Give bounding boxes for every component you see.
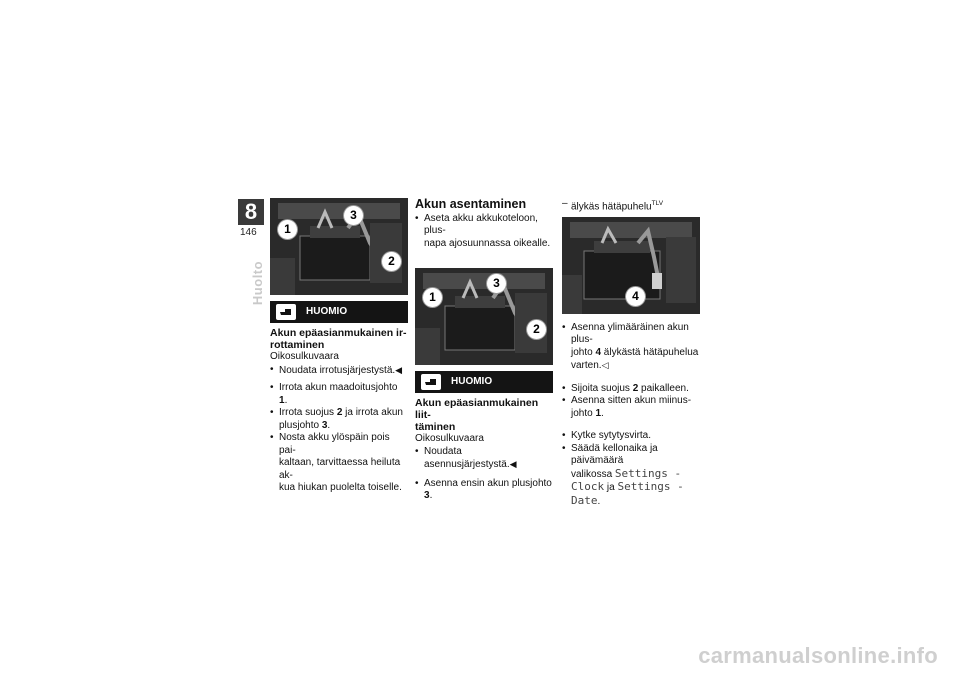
- step-c: • Asenna sitten akun miinus- johto 1.: [562, 395, 702, 420]
- install-intro: [415, 213, 553, 251]
- callout-1: 1: [278, 220, 297, 239]
- step-3: • Nosta akku ylöspäin pois pai- kaltaan, tarvittaessa heiluta ak- kua hiukan puolelta toiselle.: [270, 432, 408, 495]
- notice-item: • Noudata irrotusjärjestystä.◀: [270, 364, 408, 378]
- option-code: TLV: [651, 200, 664, 207]
- chapter-number: 8: [238, 199, 264, 225]
- callout-3: 3: [487, 274, 506, 293]
- notice-title: Akun epäasianmukainen ir- rottaminen: [270, 327, 407, 351]
- end-mark-open-icon: ◁: [601, 360, 609, 371]
- install-item-1: • Aseta akku akkukoteloon, plus- napa ajosuunnassa oikealle.: [415, 213, 553, 251]
- menu-path-settings: Settings: [614, 466, 668, 480]
- battery-photo-emergency-call: [562, 217, 700, 314]
- step-b: • Sijoita suojus 2 paikalleen.: [562, 383, 702, 396]
- install-steps: [415, 478, 553, 503]
- column-2: [415, 198, 553, 503]
- callout-4: 4: [626, 287, 645, 306]
- menu-path-settings-2: Settings: [617, 480, 671, 494]
- battery-photo-install: [415, 268, 553, 365]
- callout-1: 1: [423, 288, 442, 307]
- callout-3: 3: [344, 206, 363, 225]
- menu-path-date: Date: [571, 493, 598, 507]
- battery-illustration: [270, 198, 408, 295]
- install-step: • Asenna ensin akun plusjohto 3.: [415, 478, 553, 503]
- watermark: carmanualsonline.info: [698, 643, 938, 668]
- removal-steps: [270, 382, 408, 495]
- battery-photo-removal: [270, 198, 408, 295]
- step-a: • Asenna ylimääräinen akun plus- johto 4 älykästä hätäpuhelua varten.◁: [562, 322, 702, 373]
- notice-label: HUOMIO: [306, 305, 348, 317]
- step-1: • Irrota akun maadoitusjohto 1.: [270, 382, 408, 407]
- callout-2: 2: [527, 320, 546, 339]
- notice-item: • Noudata asennusjärjestystä.◀: [415, 446, 553, 472]
- notice-list: [270, 364, 408, 378]
- notice-hand-icon: [421, 374, 441, 390]
- callout-2: 2: [382, 252, 401, 271]
- step-2: • Irrota suojus 2 ja irrota akun plusjohto 3.: [270, 407, 408, 432]
- option-line: – älykäs hätäpuhelu$^{TLV}$: [562, 198, 702, 214]
- notice-title: Akun epäasianmukainen liit- täminen: [415, 397, 539, 433]
- notice-banner: [415, 371, 553, 393]
- column-1: [270, 198, 408, 495]
- notice-subtitle: Oikosulkuvaara: [270, 351, 339, 362]
- end-mark-icon: ◀: [395, 364, 403, 375]
- step-d: • Kytke sytytysvirta.: [562, 430, 702, 443]
- notice-hand-icon: [276, 304, 296, 320]
- section-name: Huolto: [250, 260, 265, 306]
- emergency-call-steps: [562, 322, 702, 509]
- end-mark-icon: ◀: [509, 459, 517, 469]
- notice-banner: [270, 301, 408, 323]
- battery-illustration: [415, 268, 553, 365]
- menu-path-clock: Clock: [571, 480, 605, 494]
- page-number: 146: [240, 227, 257, 238]
- notice-subtitle: Oikosulkuvaara: [415, 433, 484, 444]
- step-e: • Säädä kellonaika ja päivämäärä valikossa Settings - Clock ja Settings - Date.: [562, 443, 702, 509]
- notice-list: [415, 446, 553, 472]
- notice-label: HUOMIO: [451, 375, 493, 387]
- column-3: [562, 198, 702, 508]
- section-heading: Akun asentaminen: [415, 197, 527, 211]
